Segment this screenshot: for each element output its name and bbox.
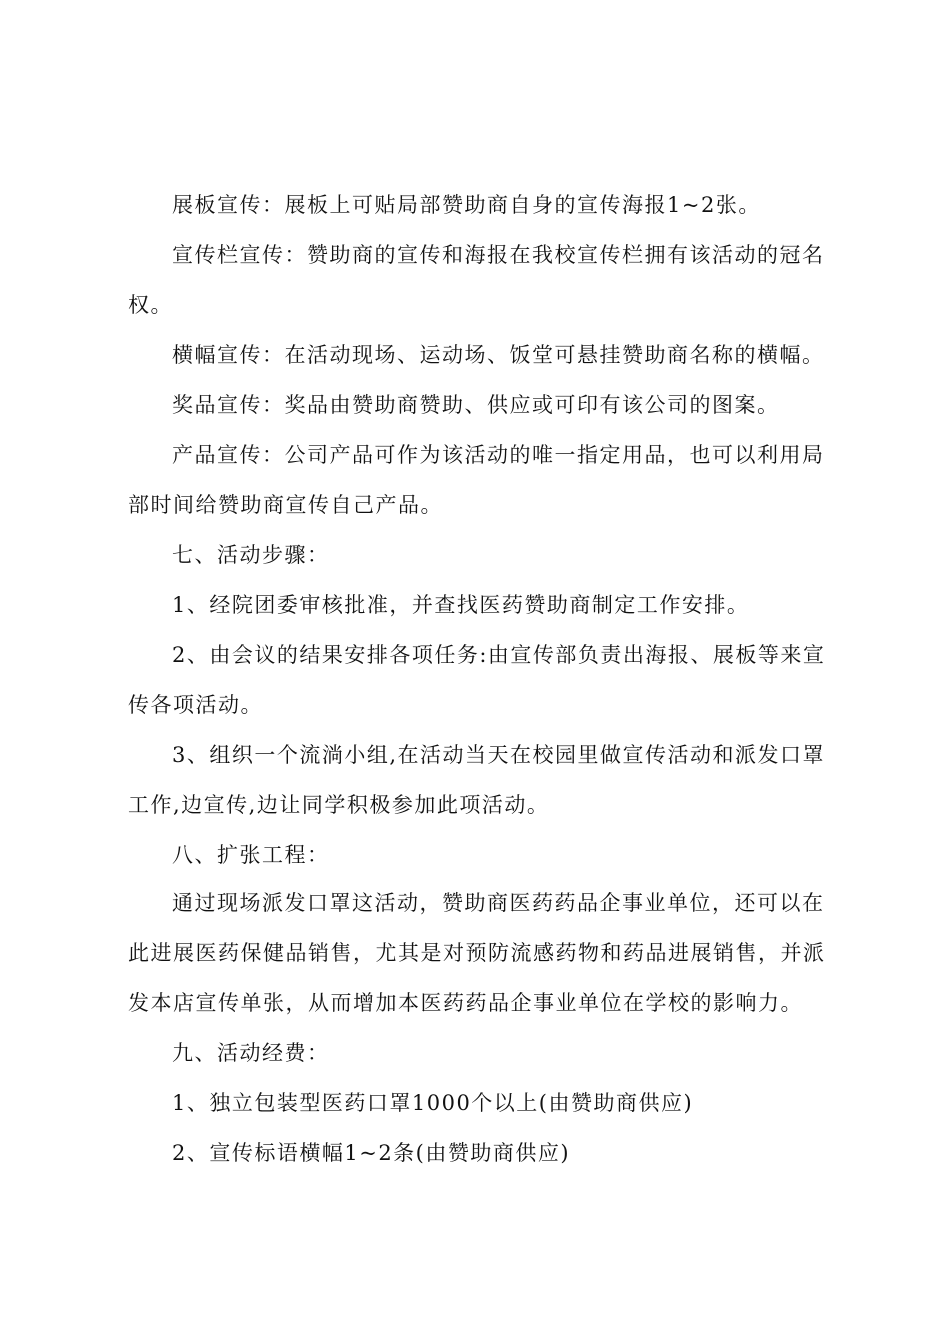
heading-text: 八、扩张工程： [172,843,330,867]
heading-text: 七、活动步骤： [172,543,330,567]
text-line: 1、独立包装型医药口罩1000个以上(由赞助商供应) [172,1091,694,1115]
paragraph-banner [128,330,828,380]
text-line: 奖品宣传：奖品由赞助商赞助、供应或可印有该公司的图案。 [172,393,780,417]
heading-text: 九、活动经费： [172,1041,330,1065]
text-line: 通过现场派发口罩这活动，赞助商医药药品企事业单位，还可以在 [172,891,825,915]
text-line: 权。 [128,293,173,317]
text-line: 工作,边宣传,边让同学积极参加此项活动。 [128,793,550,817]
paragraph-step-1 [128,580,828,630]
text-line: 横幅宣传：在活动现场、运动场、饭堂可悬挂赞助商名称的横幅。 [172,343,825,367]
text-line: 2、宣传标语横幅1~2条(由赞助商供应) [172,1141,571,1165]
paragraph-step-2 [128,630,828,730]
section-heading-budget [128,1028,828,1078]
paragraph-display-board [128,180,828,230]
text-line: 展板宣传：展板上可贴局部赞助商自身的宣传海报1~2张。 [172,193,761,217]
text-line: 1、经院团委审核批准，并查找医药赞助商制定工作安排。 [172,593,750,617]
text-line: 3、组织一个流淌小组,在活动当天在校园里做宣传活动和派发口罩 [172,743,826,767]
paragraph-budget-1 [128,1078,828,1128]
paragraph-budget-2 [128,1128,828,1178]
text-line: 部时间给赞助商宣传自己产品。 [128,493,443,517]
paragraph-prize [128,380,828,430]
text-line: 产品宣传：公司产品可作为该活动的唯一指定用品，也可以利用局 [172,443,825,467]
paragraph-bulletin-board [128,230,828,330]
paragraph-product [128,430,828,530]
text-line: 宣传栏宣传：赞助商的宣传和海报在我校宣传栏拥有该活动的冠名 [172,243,825,267]
paragraph-step-3 [128,730,828,830]
paragraph-expansion [128,878,828,1028]
text-line: 2、由会议的结果安排各项任务:由宣传部负责出海报、展板等来宣 [172,643,826,667]
text-line: 发本店宣传单张，从而增加本医药药品企事业单位在学校的影响力。 [128,991,803,1015]
text-line: 传各项活动。 [128,693,263,717]
text-line: 此进展医药保健品销售，尤其是对预防流感药物和药品进展销售，并派 [128,941,826,965]
section-heading-expansion [128,830,828,880]
section-heading-steps [128,530,828,580]
